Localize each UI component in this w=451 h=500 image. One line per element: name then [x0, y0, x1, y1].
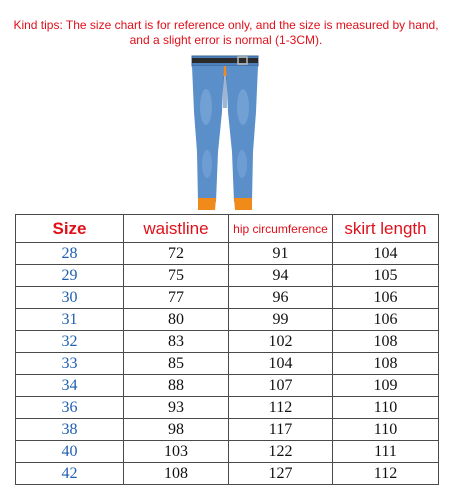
- table-row: [16, 441, 439, 463]
- hip-cell: 107: [229, 375, 333, 397]
- skirt-cell: 104: [333, 243, 439, 265]
- skirt-cell: 105: [333, 265, 439, 287]
- waist-cell: 80: [124, 309, 229, 331]
- size-cell: 30: [16, 287, 124, 309]
- hip-cell: 102: [229, 331, 333, 353]
- table-row: [16, 265, 439, 287]
- size-cell: 32: [16, 331, 124, 353]
- hip-cell: 122: [229, 441, 333, 463]
- header-skirt-length: skirt length: [333, 215, 439, 243]
- hip-cell: 94: [229, 265, 333, 287]
- waist-cell: 98: [124, 419, 229, 441]
- table-row: [16, 353, 439, 375]
- size-cell: 36: [16, 397, 124, 419]
- jeans-image: [170, 52, 280, 217]
- skirt-cell: 106: [333, 309, 439, 331]
- table-row: [16, 243, 439, 265]
- kind-tips-line-2: and a slight error is normal (1-3CM).: [129, 33, 323, 47]
- size-cell: 31: [16, 309, 124, 331]
- table-row: [16, 419, 439, 441]
- skirt-cell: 109: [333, 375, 439, 397]
- table-row: [16, 331, 439, 353]
- kind-tips-line-1: Kind tips: The size chart is for reference only, and the size is measured by hand,: [13, 18, 439, 32]
- hip-cell: 127: [229, 463, 333, 485]
- waist-cell: 83: [124, 331, 229, 353]
- size-cell: 34: [16, 375, 124, 397]
- waist-cell: 88: [124, 375, 229, 397]
- table-row: [16, 287, 439, 309]
- size-cell: 29: [16, 265, 124, 287]
- waist-cell: 93: [124, 397, 229, 419]
- waist-cell: 72: [124, 243, 229, 265]
- size-cell: 40: [16, 441, 124, 463]
- waist-cell: 77: [124, 287, 229, 309]
- hip-cell: 112: [229, 397, 333, 419]
- table-row: [16, 375, 439, 397]
- header-waistline: waistline: [124, 215, 229, 243]
- waist-cell: 75: [124, 265, 229, 287]
- hip-cell: 96: [229, 287, 333, 309]
- table-header-row: [16, 215, 439, 243]
- jeans-icon: [170, 52, 280, 217]
- skirt-cell: 108: [333, 353, 439, 375]
- size-cell: 33: [16, 353, 124, 375]
- skirt-cell: 106: [333, 287, 439, 309]
- hip-cell: 117: [229, 419, 333, 441]
- size-cell: 38: [16, 419, 124, 441]
- waist-cell: 85: [124, 353, 229, 375]
- skirt-cell: 110: [333, 397, 439, 419]
- header-hip-circumference: hip circumference: [229, 215, 333, 243]
- size-chart-table: [15, 214, 439, 485]
- skirt-cell: 112: [333, 463, 439, 485]
- skirt-cell: 110: [333, 419, 439, 441]
- hip-cell: 99: [229, 309, 333, 331]
- waist-cell: 108: [124, 463, 229, 485]
- table-row: [16, 463, 439, 485]
- waist-cell: 103: [124, 441, 229, 463]
- kind-tips: [6, 18, 446, 48]
- size-cell: 42: [16, 463, 124, 485]
- hip-cell: 91: [229, 243, 333, 265]
- size-cell: 28: [16, 243, 124, 265]
- table-row: [16, 309, 439, 331]
- skirt-cell: 108: [333, 331, 439, 353]
- hip-cell: 104: [229, 353, 333, 375]
- skirt-cell: 111: [333, 441, 439, 463]
- header-size: Size: [16, 215, 124, 243]
- table-row: [16, 397, 439, 419]
